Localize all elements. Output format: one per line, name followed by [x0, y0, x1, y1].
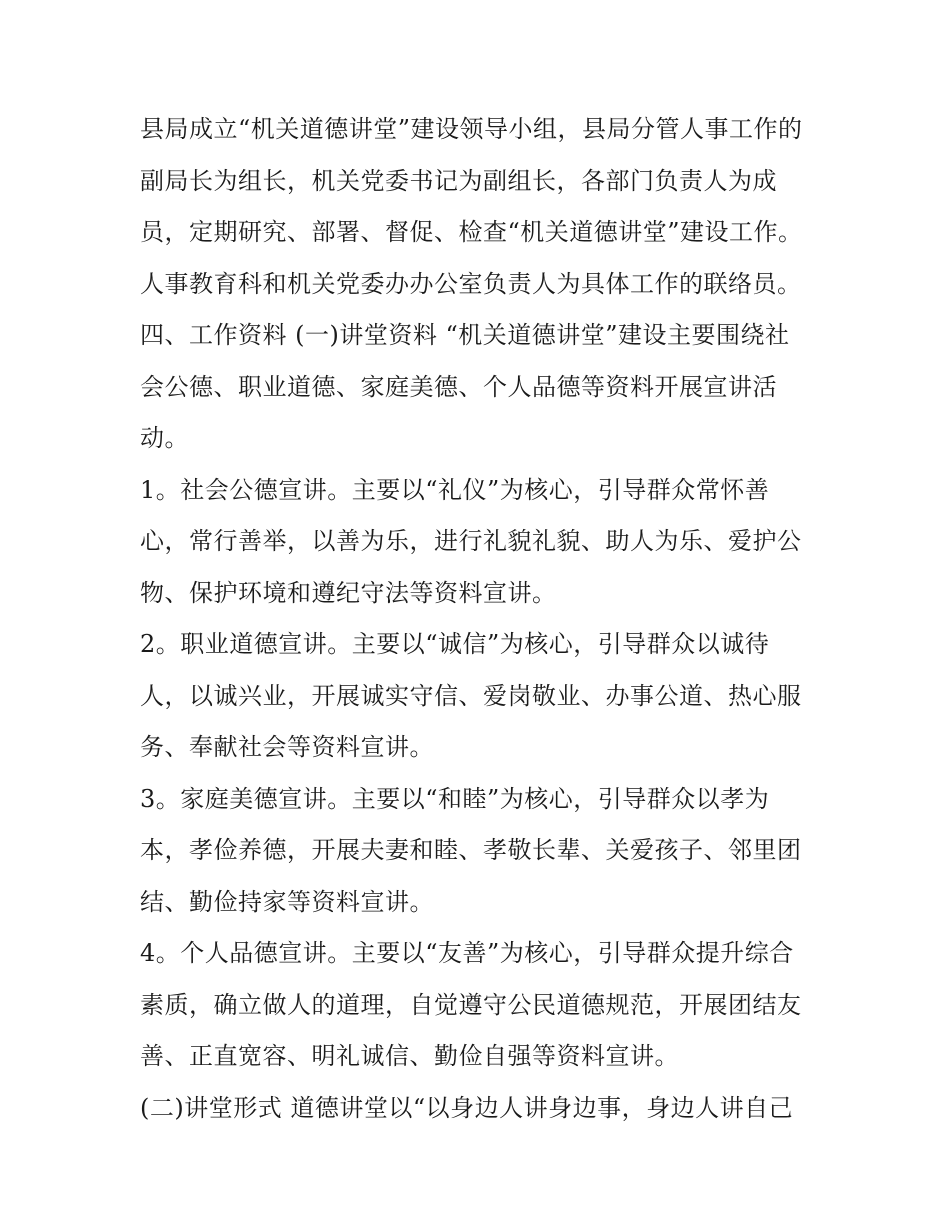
text-line: 副局长为组长，机关党委书记为副组长，各部门负责人为成 — [140, 166, 777, 195]
list-item-1-line: 1。社会公德宣讲。主要以“礼仪”为核心，引导群众常怀善 — [140, 475, 770, 504]
text-line: 务、奉献社会等资料宣讲。 — [140, 733, 434, 761]
body-text — [140, 104, 820, 1134]
text-line: 物、保护环境和遵纪守法等资料宣讲。 — [140, 578, 557, 607]
list-item-3-line: 3。家庭美德宣讲。主要以“和睦”为核心，引导群众以孝为 — [140, 784, 770, 813]
text-line: 动。 — [140, 424, 189, 452]
text-line: 心，常行善举，以善为乐，进行礼貌礼貌、助人为乐、爱护公 — [140, 527, 802, 555]
text-line: 结、勤俭持家等资料宣讲。 — [140, 887, 434, 916]
text-line: 素质，确立做人的道理，自觉遵守公民道德规范，开展团结友 — [140, 990, 802, 1019]
text-line: 员，定期研究、部署、督促、检查“机关道德讲堂”建设工作。 — [140, 218, 803, 246]
list-item-2-line: 2。职业道德宣讲。主要以“诚信”为核心，引导群众以诚待 — [140, 630, 770, 658]
list-item-4-line: 4。个人品德宣讲。主要以“友善”为核心，引导群众提升综合 — [140, 939, 794, 967]
text-line: 本，孝俭养德，开展夫妻和睦、孝敬长辈、关爱孩子、邻里团 — [140, 836, 802, 864]
subsection-heading-line: (二)讲堂形式 道德讲堂以“以身边人讲身边事，身边人讲自己 — [140, 1093, 794, 1122]
text-line: 县局成立“机关道德讲堂”建设领导小组，县局分管人事工作的 — [140, 115, 803, 143]
section-heading-line: 四、工作资料 (一)讲堂资料 “机关道德讲堂”建设主要围绕社 — [140, 321, 790, 349]
text-line: 人事教育科和机关党委办办公室负责人为具体工作的联络员。 — [140, 269, 802, 298]
text-line: 善、正直宽容、明礼诚信、勤俭自强等资料宣讲。 — [140, 1042, 679, 1070]
text-line: 人，以诚兴业，开展诚实守信、爱岗敬业、办事公道、热心服 — [140, 681, 802, 710]
text-line: 会公德、职业道德、家庭美德、个人品德等资料开展宣讲活 — [140, 372, 777, 401]
